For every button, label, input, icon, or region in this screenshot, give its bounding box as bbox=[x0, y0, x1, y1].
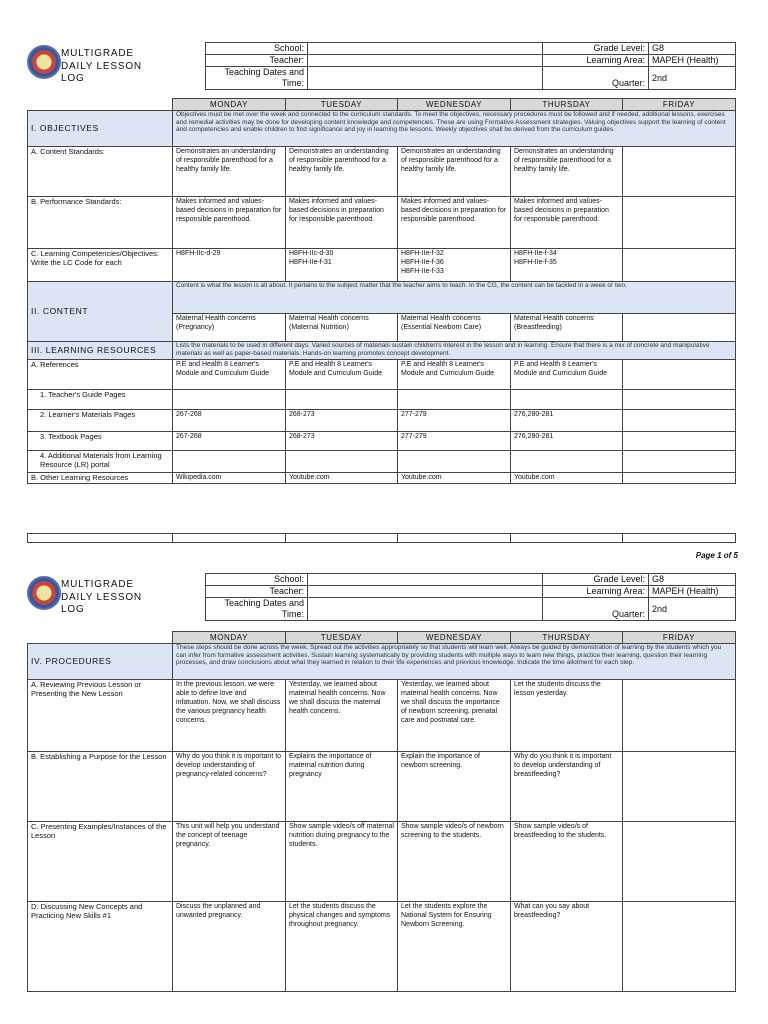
examples-mon: This unit will help you understand the concept of teenage pregnancy. bbox=[173, 822, 286, 902]
references-label: A. References bbox=[28, 360, 173, 390]
dates-label bbox=[206, 598, 308, 621]
discussing-fri bbox=[623, 902, 736, 992]
dates-label-line2: Time: bbox=[281, 609, 304, 619]
references-thu: P.E and Health 8 Learner's Module and Curriculum Guide bbox=[511, 360, 623, 390]
content-standards-label: A. Content Standards: bbox=[28, 147, 173, 197]
area-value: MAPEH (Health) bbox=[649, 586, 736, 598]
dates-value bbox=[308, 598, 543, 621]
content-wed: Maternal Health concerns (Essential Newborn Care) bbox=[398, 314, 511, 342]
textbook-fri bbox=[623, 432, 736, 451]
performance-standards-label: B. Performance Standards: bbox=[28, 197, 173, 249]
resources-heading: III. LEARNING RESOURCES bbox=[28, 342, 173, 360]
teachers-guide-thu bbox=[511, 390, 623, 410]
objectives-heading: I. OBJECTIVES bbox=[28, 111, 173, 147]
day-friday: FRIDAY bbox=[623, 632, 736, 644]
textbook-thu: 276,280-281 bbox=[511, 432, 623, 451]
additional-fri bbox=[623, 451, 736, 473]
brand-line2: DAILY LESSON LOG bbox=[61, 592, 142, 615]
school-label: School: bbox=[206, 43, 308, 55]
other-resources-wed: Youtube.com bbox=[398, 473, 511, 484]
quarter-value: 2nd bbox=[649, 598, 736, 621]
content-standards-thu: Demonstrates an understanding of responsible parenthood for a healthy family life. bbox=[511, 147, 623, 197]
day-monday: MONDAY bbox=[173, 99, 286, 111]
empty-cell bbox=[286, 534, 398, 543]
content-standards-wed: Demonstrates an understanding of responsible parenthood for a healthy family life. bbox=[398, 147, 511, 197]
purpose-fri bbox=[623, 752, 736, 822]
purpose-wed: Explain the importance of newborn screening. bbox=[398, 752, 511, 822]
dates-value bbox=[308, 67, 543, 90]
grade-value: G8 bbox=[649, 43, 736, 55]
examples-thu: Show sample video/s of breastfeeding to the students. bbox=[511, 822, 623, 902]
references-wed: P.E and Health 8 Learner's Module and Curriculum Guide bbox=[398, 360, 511, 390]
additional-thu bbox=[511, 451, 623, 473]
teacher-label: Teacher: bbox=[206, 55, 308, 67]
presenting-examples-label: C. Presenting Examples/Instances of the Lesson bbox=[28, 822, 173, 902]
trailing-empty-row bbox=[27, 533, 736, 543]
procedures-desc: These steps should be done across the week. Spread out the activities appropriately so that students will learn well. Always be guided by demonstration of learning by the students which you can infer from formative assessment activities. Sustain learning systematically by providing students with multiple ways to learn new things, practice their learning, question their learning processes, and draw conclusions about what they learned in relation to their life experiences and previous knowledge. Indicate the time allotment for each step. bbox=[173, 644, 736, 680]
content-desc: Content is what the lesson is all about. It pertains to the subject matter that the teacher aims to teach. In the CG, the content can be tackled in a week or two. bbox=[173, 282, 736, 314]
performance-standards-tue: Makes informed and values-based decisions in preparation for responsible parenthood. bbox=[286, 197, 398, 249]
school-label: School: bbox=[206, 574, 308, 586]
quarter-label: Quarter: bbox=[543, 598, 649, 621]
discussing-concepts-label: D. Discussing New Concepts and Practicing New Skills #1 bbox=[28, 902, 173, 992]
quarter-label: Quarter: bbox=[543, 67, 649, 90]
content-tue: Maternal Health concerns (Maternal Nutrition) bbox=[286, 314, 398, 342]
empty-cell bbox=[173, 534, 286, 543]
teachers-guide-wed bbox=[398, 390, 511, 410]
brand-line2: DAILY LESSON LOG bbox=[61, 61, 142, 84]
examples-fri bbox=[623, 822, 736, 902]
additional-materials-label: 4. Additional Materials from Learning Resource (LR) portal bbox=[28, 451, 173, 473]
reviewing-lesson-label: A. Reviewing Previous Lesson or Presenting the New Lesson bbox=[28, 680, 173, 752]
empty-cell bbox=[623, 534, 736, 543]
textbook-tue: 268-273 bbox=[286, 432, 398, 451]
deped-seal-icon bbox=[27, 45, 61, 79]
establishing-purpose-label: B. Establishing a Purpose for the Lesson bbox=[28, 752, 173, 822]
school-info-table-1 bbox=[205, 42, 736, 90]
references-fri bbox=[623, 360, 736, 390]
content-standards-mon: Demonstrates an understanding of responsible parenthood for a healthy family life. bbox=[173, 147, 286, 197]
competencies-mon: H8FH-IIc-d-29 bbox=[173, 249, 286, 282]
dates-label bbox=[206, 67, 308, 90]
corner-blank bbox=[28, 632, 173, 644]
teacher-value bbox=[308, 55, 543, 67]
references-mon: P.E and Health 8 Learner's Module and Curriculum Guide bbox=[173, 360, 286, 390]
purpose-thu: Why do you think it is important to develop understanding of breastfeeding? bbox=[511, 752, 623, 822]
teachers-guide-fri bbox=[623, 390, 736, 410]
day-wednesday: WEDNESDAY bbox=[398, 632, 511, 644]
textbook-mon: 267-268 bbox=[173, 432, 286, 451]
learners-materials-mon: 267-268 bbox=[173, 410, 286, 432]
teacher-value bbox=[308, 586, 543, 598]
references-tue: P.E and Health 8 Learner's Module and Curriculum Guide bbox=[286, 360, 398, 390]
dates-label-line1: Teaching Dates and bbox=[224, 598, 304, 608]
objectives-desc: Objectives must be met over the week and connected to the curriculum standards. To meet the objectives, necessary procedures must be followed and if needed, additional lessons, exercises and remedial activities may be done for developing content knowledge and competencies. These are using Formative Assessment strategies. Valuing objectives support the learning of content and competencies and enable children to find significance and joy in learning the lessons. Weekly objectives shall be derived from the curriculum guides. bbox=[173, 111, 736, 147]
deped-seal-icon bbox=[27, 576, 61, 610]
content-thu: Maternal Health concerns (Breastfeeding) bbox=[511, 314, 623, 342]
content-standards-fri bbox=[623, 147, 736, 197]
learners-materials-thu: 276,280-281 bbox=[511, 410, 623, 432]
competencies-fri bbox=[623, 249, 736, 282]
discussing-tue: Let the students discuss the physical changes and symptoms throughout pregnancy. bbox=[286, 902, 398, 992]
day-wednesday: WEDNESDAY bbox=[398, 99, 511, 111]
page-number: Page 1 of 5 bbox=[695, 551, 738, 560]
additional-wed bbox=[398, 451, 511, 473]
grade-label: Grade Level: bbox=[543, 43, 649, 55]
competencies-tue: H8FH-IIc-d-30 H8FH-IIe-f-31 bbox=[286, 249, 398, 282]
school-info-table-2 bbox=[205, 573, 736, 621]
examples-tue: Show sample video/s off maternal nutrition during pregnancy to the students. bbox=[286, 822, 398, 902]
area-label: Learning Area: bbox=[543, 55, 649, 67]
procedures-heading: IV. PROCEDURES bbox=[28, 644, 173, 680]
other-resources-thu: Youtube.com bbox=[511, 473, 623, 484]
performance-standards-wed: Makes informed and values-based decisions in preparation for responsible parenthood. bbox=[398, 197, 511, 249]
school-value bbox=[308, 43, 543, 55]
purpose-tue: Explains the importance of maternal nutrition during pregnancy bbox=[286, 752, 398, 822]
grade-value: G8 bbox=[649, 574, 736, 586]
header-brand-block-2 bbox=[27, 573, 163, 621]
empty-cell bbox=[28, 534, 173, 543]
reviewing-tue: Yesterday, we learned about maternal health concerns. Now we shall discuss the maternal health concerns. bbox=[286, 680, 398, 752]
area-label: Learning Area: bbox=[543, 586, 649, 598]
quarter-value: 2nd bbox=[649, 67, 736, 90]
other-resources-label: B. Other Learning Resources bbox=[28, 473, 173, 484]
competencies-thu: H8FH-IIe-f-34 H8FH-IIe-f-35 bbox=[511, 249, 623, 282]
performance-standards-fri bbox=[623, 197, 736, 249]
resources-desc: Lists the materials to be used in different days. Varied sources of materials sustain children's interest in the lesson and in learning. Ensure that there is a mix of concrete and manipulative materials as well as paper-based materials. Hands-on learning promotes concept development. bbox=[173, 342, 736, 360]
dates-label-line1: Teaching Dates and bbox=[224, 67, 304, 77]
content-mon: Maternal Health concerns (Pregnancy) bbox=[173, 314, 286, 342]
additional-tue bbox=[286, 451, 398, 473]
reviewing-wed: Yesterday, we learned about maternal health concerns. Now we shall discuss the importance of newborn screening, prenatal care and postnatal care. bbox=[398, 680, 511, 752]
brand-line1: MULTIGRADE bbox=[61, 579, 134, 590]
textbook-wed: 277-279 bbox=[398, 432, 511, 451]
school-value bbox=[308, 574, 543, 586]
learners-materials-label: 2. Learner's Materials Pages bbox=[28, 410, 173, 432]
header-brand-block-1 bbox=[27, 42, 163, 90]
textbook-label: 3. Textbook Pages bbox=[28, 432, 173, 451]
day-tuesday: TUESDAY bbox=[286, 632, 398, 644]
teachers-guide-tue bbox=[286, 390, 398, 410]
day-friday: FRIDAY bbox=[623, 99, 736, 111]
day-thursday: THURSDAY bbox=[511, 99, 623, 111]
corner-blank bbox=[28, 99, 173, 111]
learners-materials-wed: 277-279 bbox=[398, 410, 511, 432]
grade-label: Grade Level: bbox=[543, 574, 649, 586]
lesson-table-page1 bbox=[27, 98, 736, 484]
teachers-guide-label: 1. Teacher's Guide Pages bbox=[28, 390, 173, 410]
content-fri bbox=[623, 314, 736, 342]
empty-cell bbox=[511, 534, 623, 543]
competencies-wed: H8FH-IIe-f-32 H8FH-IIe-f-36 H8FH-IIe-f-33 bbox=[398, 249, 511, 282]
reviewing-thu: Let the students discuss the lesson yesterday. bbox=[511, 680, 623, 752]
area-value: MAPEH (Health) bbox=[649, 55, 736, 67]
reviewing-mon: In the previous lesson, we were able to define love and infatuation. Now, we shall discuss the various pregnancy health concerns. bbox=[173, 680, 286, 752]
other-resources-mon: Wikipedia.com bbox=[173, 473, 286, 484]
discussing-thu: What can you say about breastfeeding? bbox=[511, 902, 623, 992]
additional-mon bbox=[173, 451, 286, 473]
content-standards-tue: Demonstrates an understanding of responsible parenthood for a healthy family life. bbox=[286, 147, 398, 197]
lesson-table-page2 bbox=[27, 631, 736, 992]
other-resources-tue: Youtube.com bbox=[286, 473, 398, 484]
competencies-label: C. Learning Competencies/Objectives: Write the LC Code for each bbox=[28, 249, 173, 282]
empty-cell bbox=[398, 534, 511, 543]
day-thursday: THURSDAY bbox=[511, 632, 623, 644]
discussing-mon: Discuss the unplanned and unwanted pregnancy. bbox=[173, 902, 286, 992]
content-heading: II. CONTENT bbox=[28, 282, 173, 342]
examples-wed: Show sample video/s of newborn screening to the students. bbox=[398, 822, 511, 902]
discussing-wed: Let the students explore the National System for Ensuring Newborn Screening. bbox=[398, 902, 511, 992]
teachers-guide-mon bbox=[173, 390, 286, 410]
brand-line1: MULTIGRADE bbox=[61, 48, 134, 59]
learners-materials-fri bbox=[623, 410, 736, 432]
purpose-mon: Why do you think it is important to develop understanding of pregnancy-related concerns? bbox=[173, 752, 286, 822]
day-tuesday: TUESDAY bbox=[286, 99, 398, 111]
dates-label-line2: Time: bbox=[281, 78, 304, 88]
reviewing-fri bbox=[623, 680, 736, 752]
day-monday: MONDAY bbox=[173, 632, 286, 644]
other-resources-fri bbox=[623, 473, 736, 484]
performance-standards-thu: Makes informed and values-based decisions in preparation for responsible parenthood. bbox=[511, 197, 623, 249]
learners-materials-tue: 268-273 bbox=[286, 410, 398, 432]
teacher-label: Teacher: bbox=[206, 586, 308, 598]
performance-standards-mon: Makes informed and values-based decisions in preparation for responsible parenthood. bbox=[173, 197, 286, 249]
